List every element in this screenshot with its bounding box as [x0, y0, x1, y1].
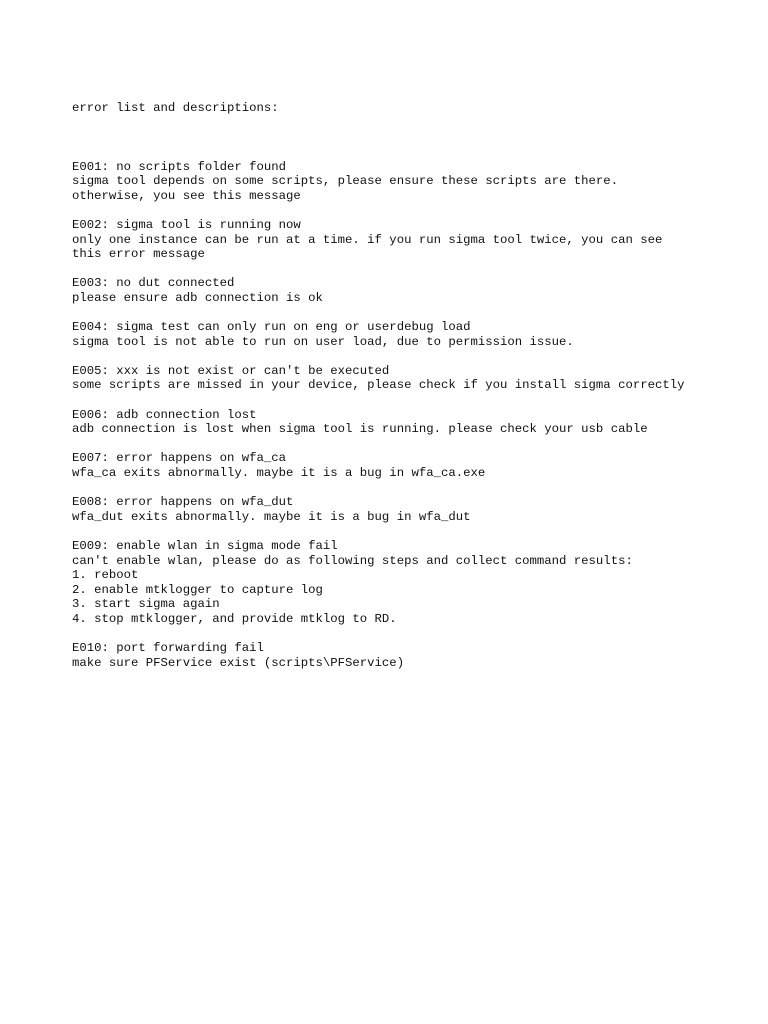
- error-description-line: adb connection is lost when sigma tool is running. please check your usb cable: [72, 422, 648, 437]
- error-title: E005: xxx is not exist or can't be executed: [72, 363, 390, 378]
- error-description-line: only one instance can be run at a time. if you run sigma tool twice, you can see: [72, 232, 663, 247]
- error-description-line: this error message: [72, 247, 205, 262]
- error-title: E009: enable wlan in sigma mode fail: [72, 539, 338, 553]
- error-description-line: 3. start sigma again: [72, 597, 220, 612]
- error-description-line: 1. reboot: [72, 568, 139, 583]
- error-description-line: otherwise, you see this message: [72, 188, 301, 203]
- error-entry: [72, 276, 732, 305]
- error-entry: [72, 364, 732, 393]
- error-title: E002: sigma tool is running now: [72, 217, 301, 232]
- error-title: E003: no dut connected: [72, 276, 235, 291]
- error-entry: [72, 641, 732, 670]
- error-title: E001: no scripts folder found: [72, 159, 287, 174]
- error-description-line: wfa_dut exits abnormally. maybe it is a bug in wfa_dut: [72, 509, 471, 524]
- error-description-line: wfa_ca exits abnormally. maybe it is a bug in wfa_ca.exe: [72, 466, 486, 481]
- error-entry: [72, 539, 732, 627]
- error-description-line: some scripts are missed in your device, please check if you install sigma correctly: [72, 378, 685, 393]
- error-description-line: make sure PFService exist (scripts\PFService): [72, 655, 405, 670]
- error-title: E010: port forwarding fail: [72, 641, 264, 656]
- error-description-line: please ensure adb connection is ok: [72, 290, 323, 305]
- error-entry: [72, 408, 732, 437]
- document-heading: error list and descriptions:: [72, 101, 279, 116]
- error-list: [72, 160, 732, 671]
- error-title: E007: error happens on wfa_ca: [72, 451, 287, 466]
- error-entry: [72, 495, 732, 524]
- error-entry: [72, 160, 732, 204]
- error-entry: [72, 320, 732, 349]
- error-title: E004: sigma test can only run on eng or userdebug load: [72, 320, 471, 335]
- error-description-line: can't enable wlan, please do as following steps and collect command results:: [72, 553, 633, 568]
- document-page: [72, 72, 732, 685]
- error-description-line: sigma tool depends on some scripts, please ensure these scripts are there.: [72, 174, 619, 189]
- error-description-line: 2. enable mtklogger to capture log: [72, 582, 323, 597]
- error-entry: [72, 451, 732, 480]
- error-description-line: sigma tool is not able to run on user load, due to permission issue.: [72, 334, 574, 349]
- error-title: E006: adb connection lost: [72, 407, 257, 422]
- error-description-line: 4. stop mtklogger, and provide mtklog to RD.: [72, 611, 397, 626]
- error-entry: [72, 218, 732, 262]
- error-title: E008: error happens on wfa_dut: [72, 495, 294, 510]
